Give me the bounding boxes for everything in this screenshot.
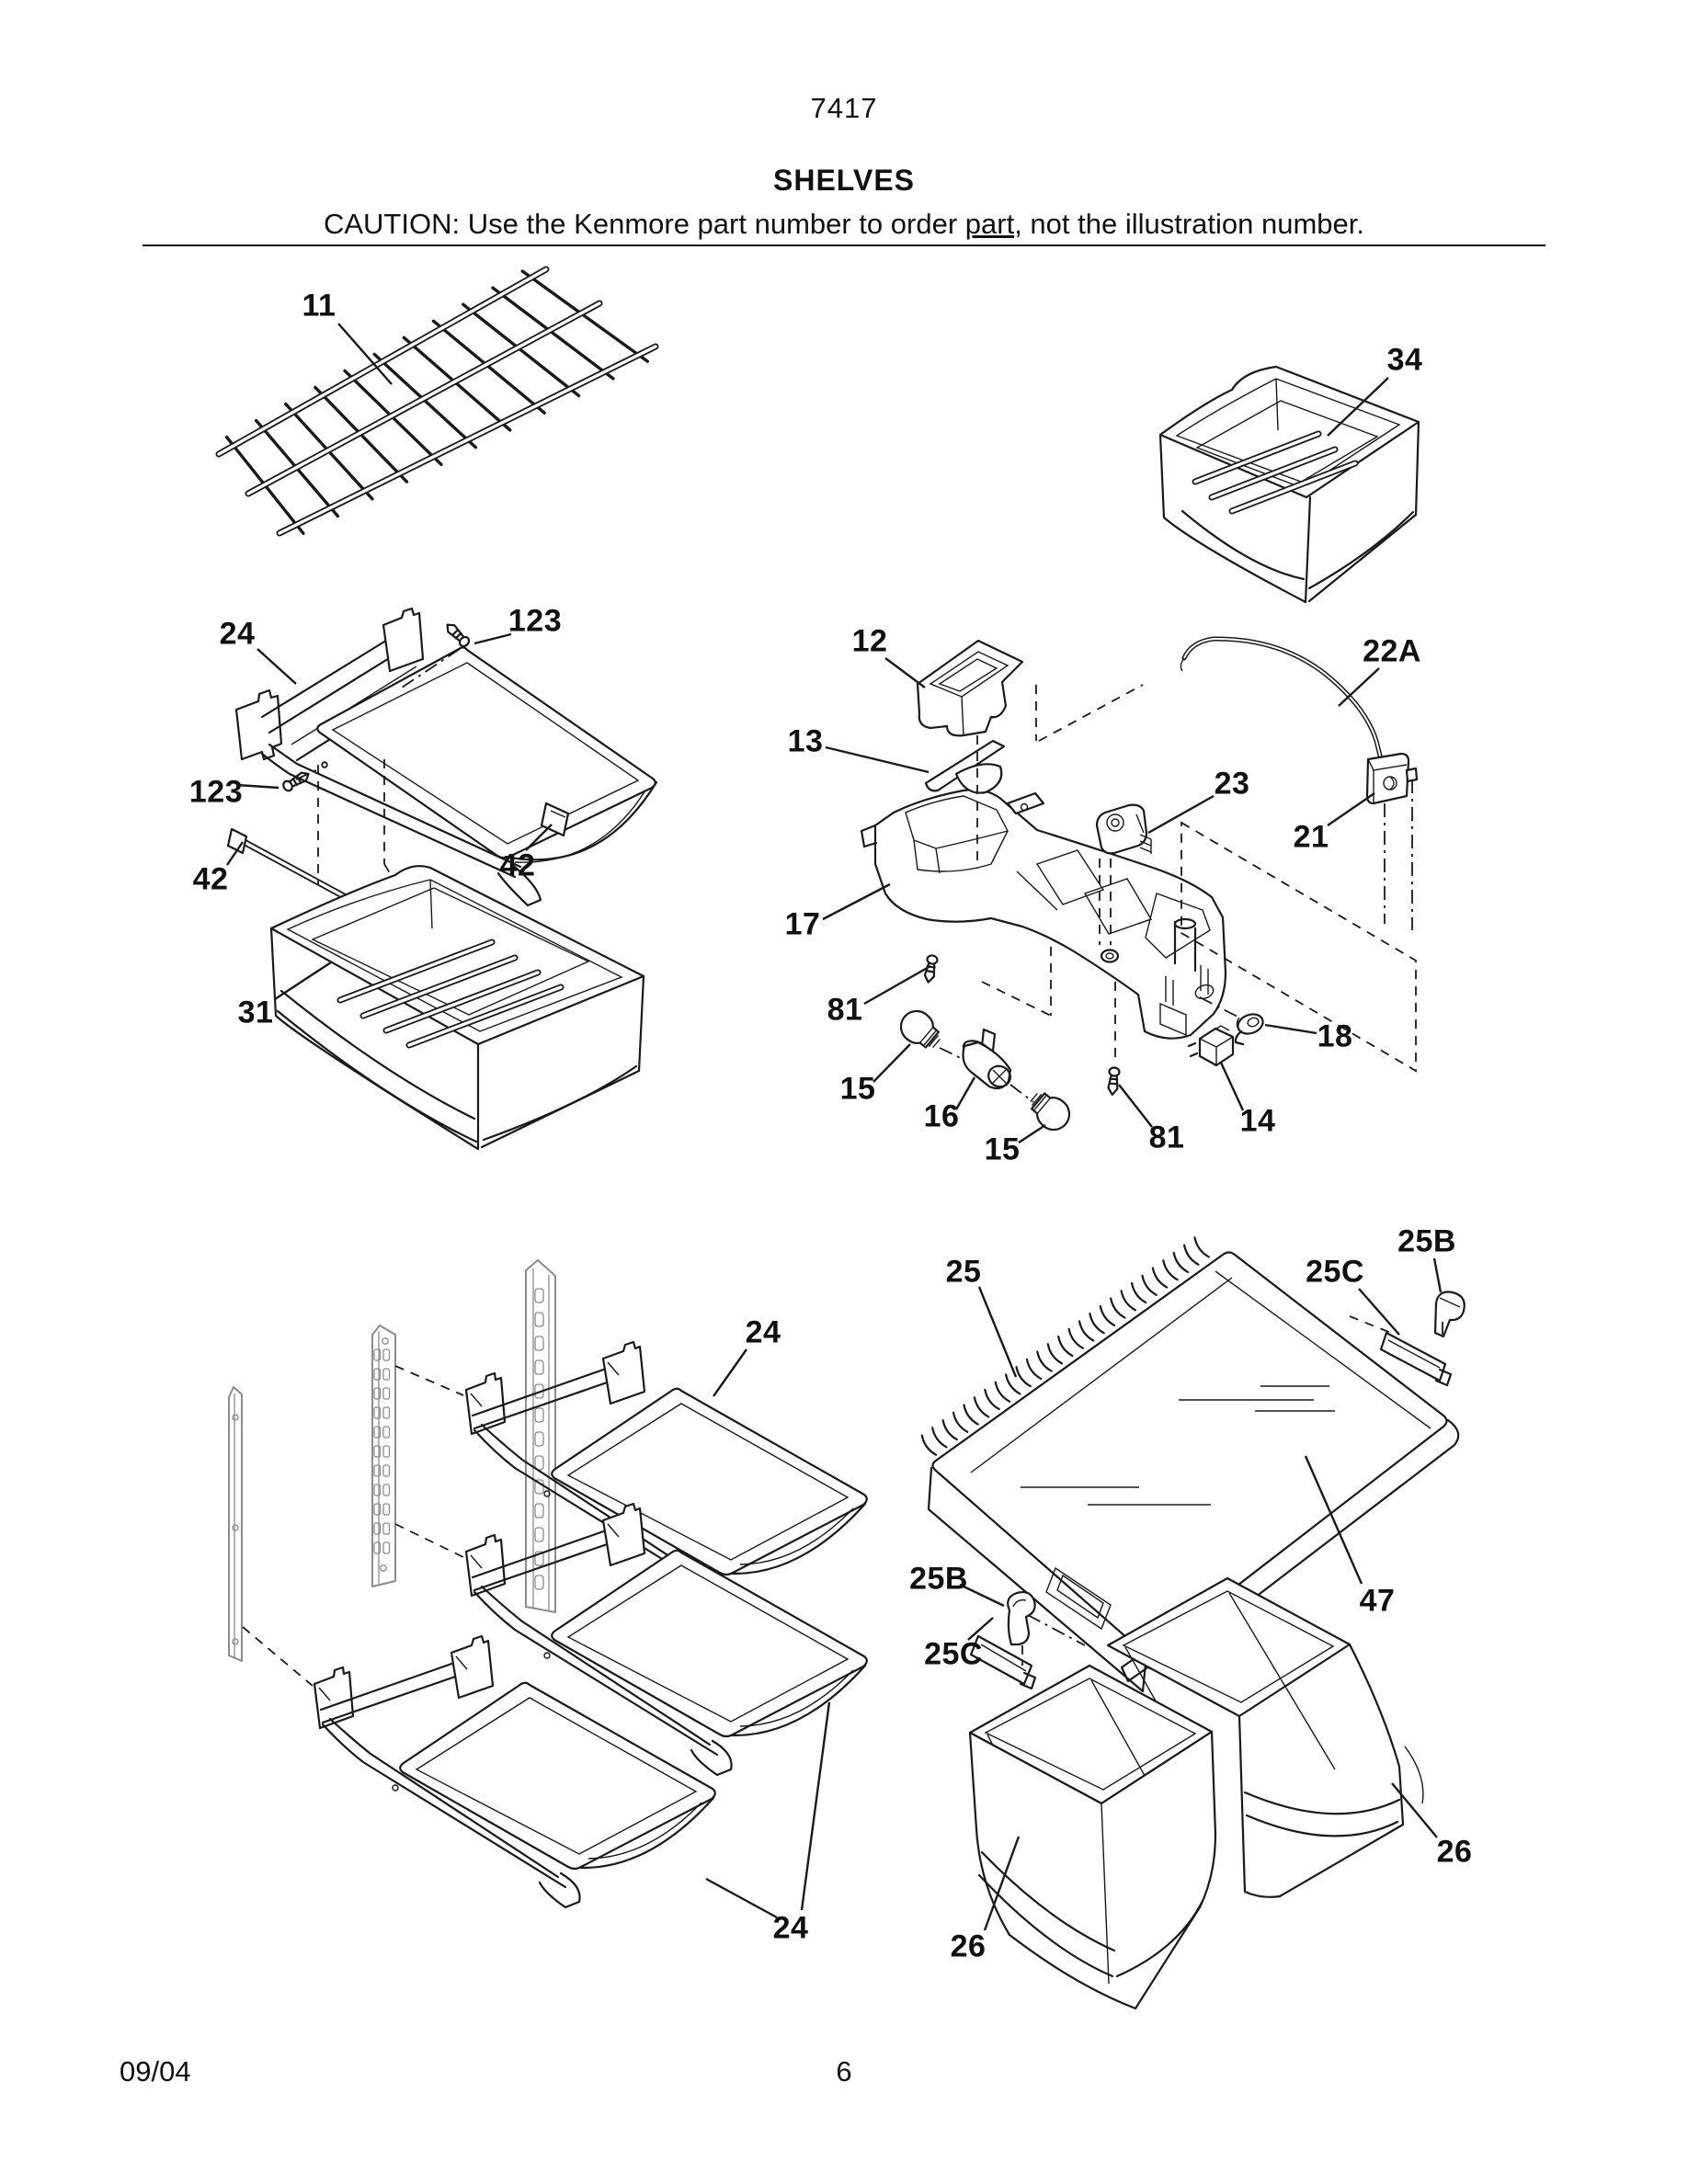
caution-prefix: CAUTION: Use the Kenmore part number to order <box>323 208 965 240</box>
callout-label-24: 24 <box>745 1314 781 1350</box>
callout-label-25B: 25B <box>909 1561 968 1597</box>
footer-date: 09/04 <box>120 2055 191 2087</box>
callout-label-42: 42 <box>499 847 536 883</box>
callout-label-15: 15 <box>839 1071 876 1107</box>
callout-label-24: 24 <box>219 616 256 652</box>
callout-label-21: 21 <box>1293 819 1329 855</box>
callout-label-11: 11 <box>302 288 336 324</box>
model-number: 7417 <box>810 92 878 124</box>
callout-label-17: 17 <box>784 906 821 942</box>
callout-label-123: 123 <box>188 774 244 810</box>
callout-label-25C: 25C <box>1306 1254 1364 1290</box>
callout-label-81: 81 <box>1148 1120 1185 1155</box>
callout-label-25: 25 <box>945 1254 982 1290</box>
footer-page-number: 6 <box>836 2055 852 2087</box>
callout-label-23: 23 <box>1214 766 1250 802</box>
callout-label-12: 12 <box>851 623 888 659</box>
callout-label-42: 42 <box>192 861 229 897</box>
callout-label-24: 24 <box>772 1910 809 1946</box>
caution-suffix: , not the illustration number. <box>1014 208 1365 240</box>
caution-underlined-word: part <box>964 208 1015 240</box>
callout-label-22A: 22A <box>1363 633 1421 669</box>
callout-label-25C: 25C <box>924 1636 983 1672</box>
page-title: SHELVES <box>773 164 915 197</box>
callout-label-26: 26 <box>950 1928 987 1964</box>
callout-label-13: 13 <box>787 723 824 759</box>
callout-label-14: 14 <box>1239 1103 1276 1139</box>
callout-label-123: 123 <box>508 603 563 639</box>
callout-label-81: 81 <box>827 992 863 1028</box>
callout-label-47: 47 <box>1359 1583 1396 1619</box>
callout-label-34: 34 <box>1386 342 1423 378</box>
callout-label-15: 15 <box>984 1132 1021 1167</box>
callout-label-16: 16 <box>923 1098 960 1134</box>
callout-label-25B: 25B <box>1397 1223 1456 1259</box>
callout-label-18: 18 <box>1317 1018 1353 1054</box>
callout-label-31: 31 <box>237 995 274 1030</box>
callout-label-26: 26 <box>1436 1834 1473 1870</box>
